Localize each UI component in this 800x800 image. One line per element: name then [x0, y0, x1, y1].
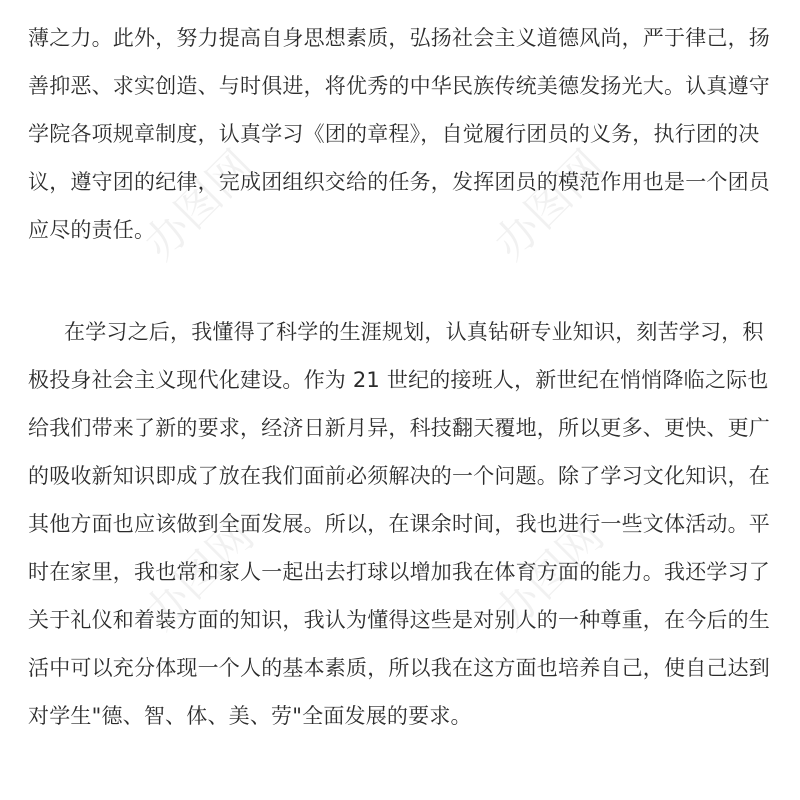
text-line: 时在家里，我也常和家人一起出去打球以增加我在体育方面的能力。我还学习了: [28, 560, 770, 584]
text-line: 其他方面也应该做到全面发展。所以，在课余时间，我也进行一些文体活动。平: [28, 512, 770, 536]
text-line: 在学习之后，我懂得了科学的生涯规划，认真钻研专业知识，刻苦学习，积: [64, 320, 764, 344]
paragraph-continuation: [28, 14, 776, 254]
paragraph-study: [28, 308, 776, 740]
watermark: 办图网: [134, 510, 264, 640]
watermark: 办图网: [484, 510, 614, 640]
watermark: 办图网: [484, 140, 614, 270]
watermark: 办图网: [134, 140, 264, 270]
text-line: 善抑恶、求实创造、与时俱进，将优秀的中华民族传统美德发扬光大。认真遵守: [28, 74, 770, 98]
text-line: 应尽的责任。: [28, 218, 156, 242]
text-line: 对学生"德、智、体、美、劳"全面发展的要求。: [28, 704, 472, 728]
text-line: 的吸收新知识即成了放在我们面前必须解决的一个问题。除了学习文化知识，在: [28, 464, 770, 488]
text-line: 关于礼仪和着装方面的知识，我认为懂得这些是对别人的一种尊重，在今后的生: [28, 608, 770, 632]
text-line: 学院各项规章制度，认真学习《团的章程》，自觉履行团员的义务，执行团的决: [28, 122, 760, 146]
text-line: 给我们带来了新的要求，经济日新月异，科技翻天覆地，所以更多、更快、更广: [28, 416, 770, 440]
text-line: 议，遵守团的纪律，完成团组织交给的任务，发挥团员的模范作用也是一个团员: [28, 170, 770, 194]
text-line: 极投身社会主义现代化建设。作为 21 世纪的接班人，新世纪在悄悄降临之际也: [28, 368, 769, 392]
text-line: 薄之力。此外，努力提高自身思想素质，弘扬社会主义道德风尚，严于律己，扬: [28, 26, 770, 50]
text-line: 活中可以充分体现一个人的基本素质，所以我在这方面也培养自己，使自己达到: [28, 656, 770, 680]
